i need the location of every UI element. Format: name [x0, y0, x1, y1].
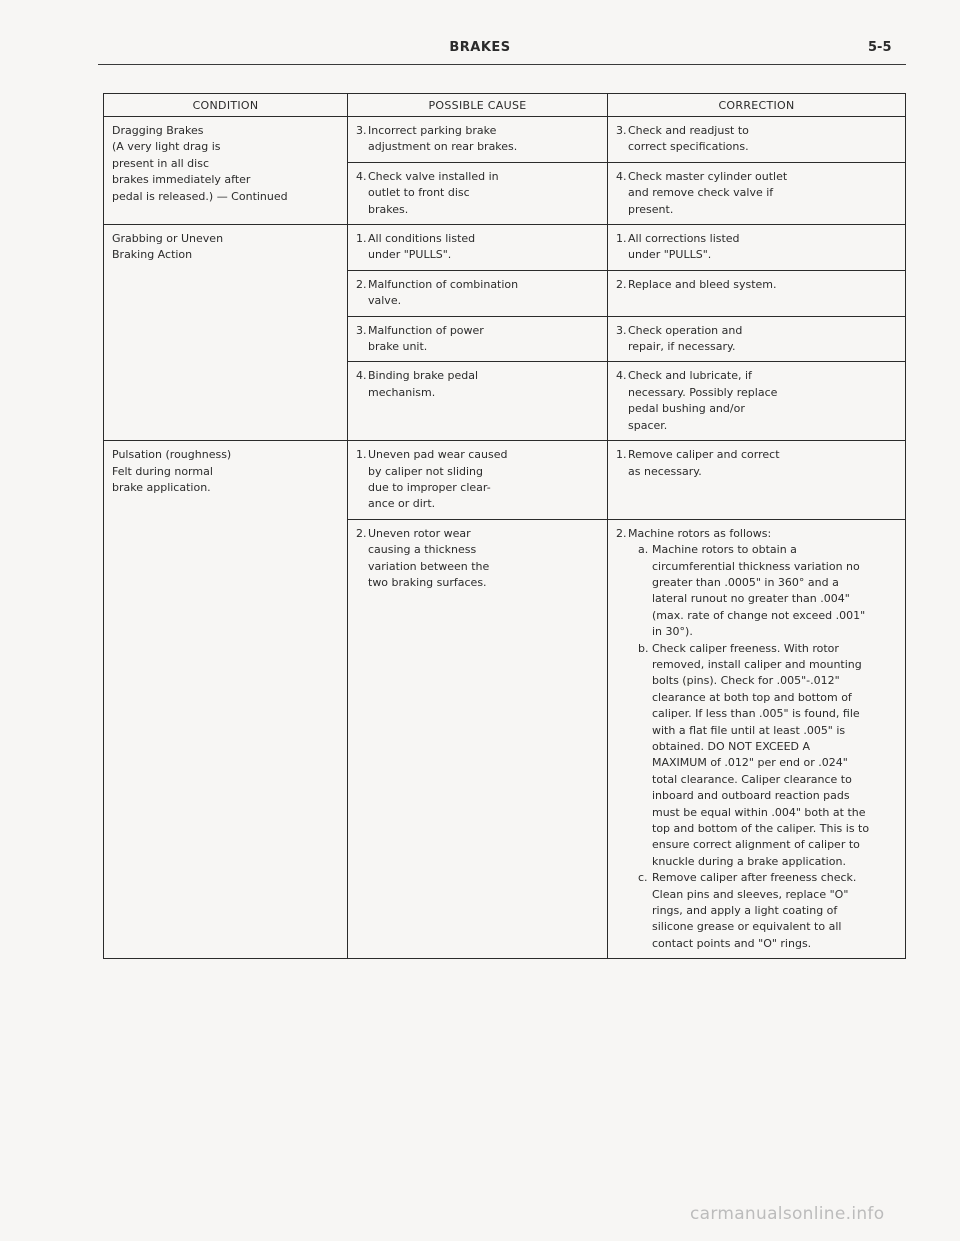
- table-header-row: [104, 94, 905, 116]
- cause-number: 2.: [356, 277, 367, 291]
- table-row: [348, 316, 905, 362]
- sub-step: [616, 870, 901, 952]
- condition-text: Grabbing or Uneven Braking Action: [104, 225, 348, 440]
- cause-number: 1.: [356, 448, 367, 462]
- correction-text: Check and readjust to correct specifications.: [628, 124, 749, 154]
- cause-text: Malfunction of power brake unit.: [368, 323, 484, 354]
- correction-number: 4.: [616, 369, 627, 383]
- watermark: carmanualsonline.info: [690, 1204, 885, 1224]
- correction-number: 1.: [616, 232, 627, 246]
- correction-text: Remove caliper and correct as necessary.: [628, 448, 780, 478]
- column-header-condition: CONDITION: [104, 94, 348, 116]
- correction-number: 3.: [616, 323, 627, 337]
- cause-text: All conditions listed under "PULLS".: [368, 232, 476, 262]
- condition-group: [104, 116, 905, 224]
- sub-step-letter: c.: [638, 871, 648, 885]
- column-header-correction: CORRECTION: [718, 99, 795, 112]
- correction-number: 4.: [616, 169, 627, 183]
- header-divider: [98, 64, 906, 65]
- cause-text: Uneven rotor wear causing a thickness variation between the two braking surfaces.: [368, 526, 490, 589]
- correction-text: Check and lubricate, if necessary. Possibly replace pedal bushing and/or spacer.: [628, 369, 778, 432]
- correction-number: 2.: [616, 277, 627, 291]
- cause-number: 3.: [356, 124, 367, 137]
- table-row: [348, 225, 905, 270]
- column-header-possible-cause: POSSIBLE CAUSE: [348, 94, 608, 116]
- table-row: [348, 361, 905, 440]
- table-row: [348, 441, 905, 519]
- correction-number: 2.: [616, 526, 627, 540]
- table-row: [348, 519, 905, 959]
- troubleshooting-table: [103, 93, 906, 959]
- page-number: 5-5: [868, 40, 892, 55]
- sub-step-text: Machine rotors to obtain a circumferential thickness variation no greater than .0005" in 360° and a lateral runout no greater than .004" (max. rate of change not exceed .001" in 30°).: [652, 543, 866, 639]
- condition-text: Dragging Brakes (A very light drag is present in all disc brakes immediately after pedal is released.) — Continued: [104, 117, 348, 224]
- page-title: BRAKES: [449, 40, 511, 55]
- correction-number: 1.: [616, 448, 627, 462]
- cause-text: Uneven pad wear caused by caliper not sliding due to improper clear- ance or dirt.: [368, 448, 508, 511]
- sub-step-letter: b.: [638, 641, 649, 655]
- table-row: [348, 117, 905, 162]
- correction-text: Replace and bleed system.: [628, 277, 777, 291]
- correction-text: Check operation and repair, if necessary.: [628, 323, 743, 354]
- cause-text: Check valve installed in outlet to front disc brakes.: [368, 169, 499, 216]
- sub-step-text: Check caliper freeness. With rotor removed, install caliper and mounting bolts (pins). Check for .005"-.012" clearance at both top and bottom of caliper. If less than .005" is found, file with a flat file until at least .005" is obtained. DO NOT EXCEED A MAXIMUM of .012" per end or .024" total clearance. Caliper clearance to inboard and outboard reaction pads must be equal within .004" both at the top and bottom of the caliper. This is to ensure correct alignment of caliper to knuckle during a brake application.: [652, 641, 870, 868]
- condition-text: Pulsation (roughness) Felt during normal brake application.: [104, 441, 348, 958]
- correction-text: Machine rotors as follows:: [628, 526, 772, 540]
- condition-group: [104, 440, 905, 958]
- table-row: [348, 270, 905, 316]
- cause-number: 4.: [356, 169, 367, 183]
- cause-text: Incorrect parking brake adjustment on rear brakes.: [368, 124, 518, 154]
- cause-number: 1.: [356, 232, 367, 246]
- cause-text: Binding brake pedal mechanism.: [368, 369, 479, 399]
- cause-text: Malfunction of combination valve.: [368, 277, 519, 308]
- cause-number: 4.: [356, 369, 367, 383]
- condition-group: [104, 224, 905, 440]
- correction-text: Check master cylinder outlet and remove check valve if present.: [628, 169, 788, 216]
- sub-step: [616, 641, 901, 871]
- table-row: [348, 162, 905, 224]
- cause-number: 3.: [356, 323, 367, 337]
- correction-text: All corrections listed under "PULLS".: [628, 232, 740, 262]
- sub-step-letter: a.: [638, 543, 649, 557]
- sub-step: [616, 542, 901, 640]
- cause-number: 2.: [356, 526, 367, 540]
- correction-number: 3.: [616, 124, 627, 137]
- sub-step-text: Remove caliper after freeness check. Clean pins and sleeves, replace "O" rings, and apply a light coating of silicone grease or equivalent to all contact points and "O" rings.: [652, 871, 857, 950]
